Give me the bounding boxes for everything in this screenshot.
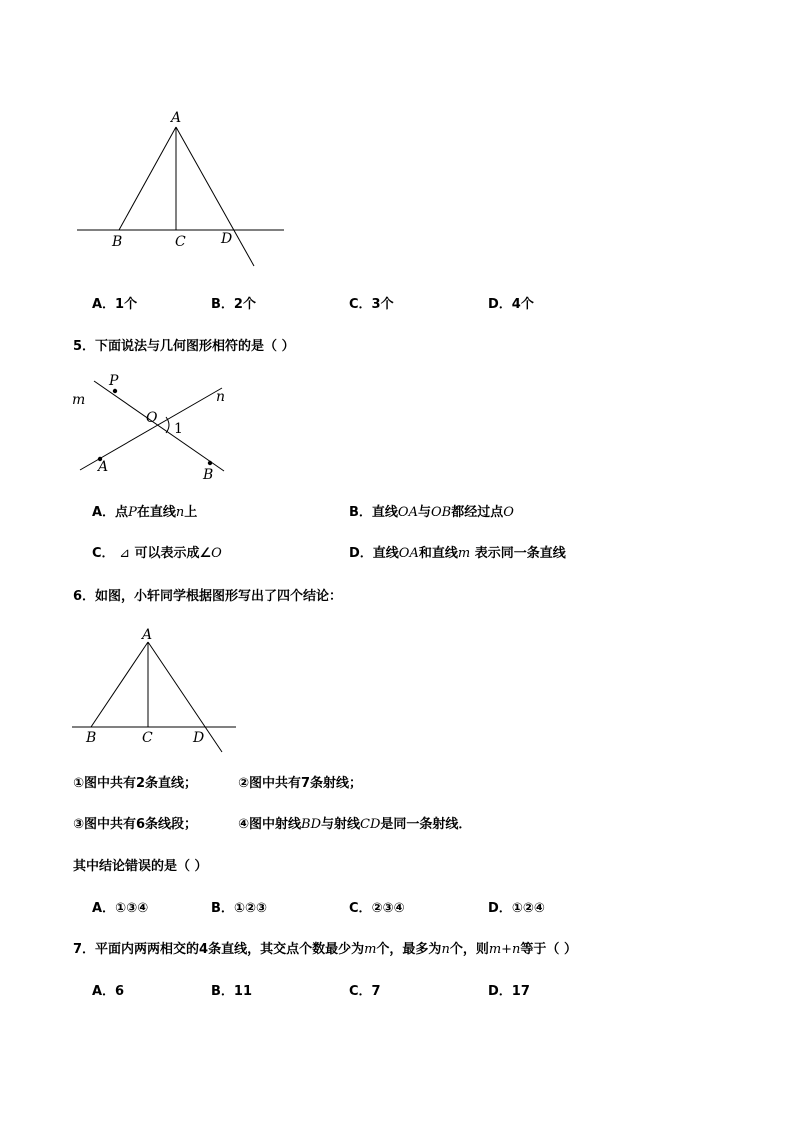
label-o: O <box>146 410 158 426</box>
label-angle-1: 1 <box>174 421 183 437</box>
q6-conclusion-4: ④图中射线BD与射线CD是同一条射线． <box>238 817 472 832</box>
q7-option-a[interactable]: A．6 <box>92 984 125 999</box>
label-b2: B <box>203 467 214 483</box>
label-n: n <box>216 389 226 405</box>
q5-option-b[interactable]: B．直线OA与OB都经过点O <box>349 505 514 520</box>
q4-option-c[interactable]: C．3个 <box>349 297 394 312</box>
label-d: D <box>221 231 233 247</box>
q6-stem: 6．如图，小轩同学根据图形写出了四个结论： <box>73 589 343 604</box>
line-ad-2 <box>148 642 222 752</box>
q6-option-c[interactable]: C．②③④ <box>349 901 405 916</box>
q6-option-b[interactable]: B．①②③ <box>211 901 267 916</box>
q5-stem: 5．下面说法与几何图形相符的是（ ） <box>73 339 295 354</box>
q5-option-d[interactable]: D．直线OA和直线m 表示同一条直线 <box>349 546 566 561</box>
label-a3: A <box>142 627 153 643</box>
q7-option-d[interactable]: D．17 <box>488 984 530 999</box>
label-d3: D <box>193 730 205 746</box>
q6-option-d[interactable]: D．①②④ <box>488 901 545 916</box>
q4-option-b[interactable]: B．2个 <box>211 297 256 312</box>
q4-option-d[interactable]: D．4个 <box>488 297 534 312</box>
label-c: C <box>175 234 186 250</box>
q6-option-a[interactable]: A．①③④ <box>92 901 149 916</box>
label-b: B <box>112 234 123 250</box>
label-b3: B <box>86 730 97 746</box>
q6-conclusion-1: ①图中共有2条直线； <box>73 776 198 791</box>
label-m: m <box>72 392 86 408</box>
q7-option-b[interactable]: B．11 <box>211 984 252 999</box>
segment-ab-2 <box>91 642 148 727</box>
label-a: A <box>171 110 182 126</box>
q4-option-a[interactable]: A．1个 <box>92 297 138 312</box>
q7-stem: 7．平面内两两相交的4条直线，其交点个数最少为m个，最多为n个，则m+n等于（ ） <box>73 942 577 957</box>
q6-ask: 其中结论错误的是（ ） <box>73 859 208 874</box>
label-a2: A <box>98 459 109 475</box>
q6-conclusion-3: ③图中共有6条线段； <box>73 817 198 832</box>
q7-option-c[interactable]: C．7 <box>349 984 381 999</box>
q5-option-a[interactable]: A．点P在直线n上 <box>92 505 198 520</box>
label-c3: C <box>142 730 153 746</box>
q6-conclusion-2: ②图中共有7条射线； <box>238 776 363 791</box>
label-p: P <box>109 373 119 389</box>
q5-option-c[interactable]: C． ⊿ 可以表示成∠O <box>92 546 222 561</box>
